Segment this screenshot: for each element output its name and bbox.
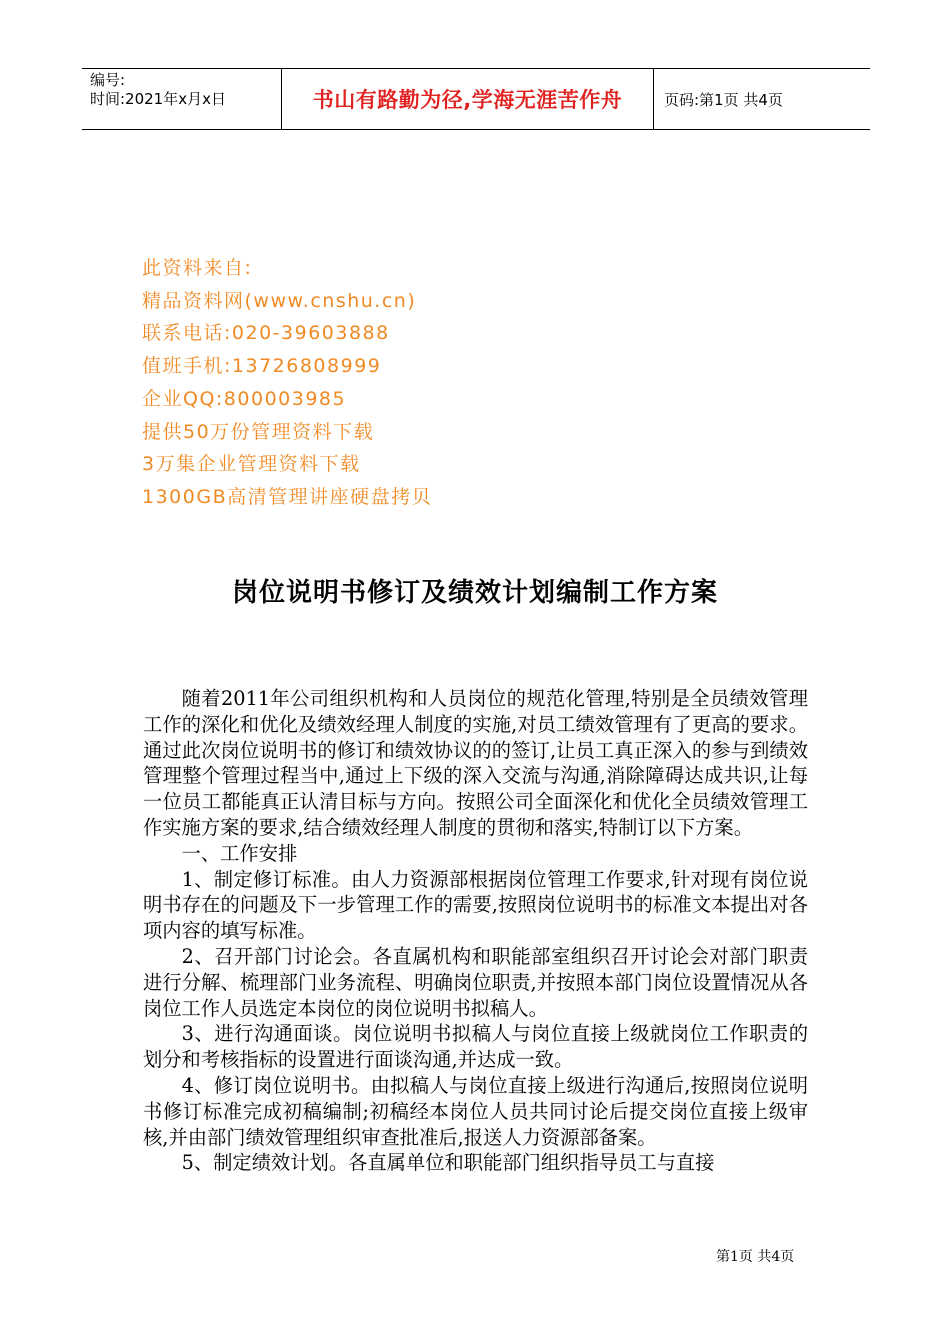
source-line: 精品资料网(www.cnshu.cn) — [142, 289, 417, 312]
body-paragraph: 1、制定修订标准。由人力资源部根据岗位管理工作要求,针对现有岗位说明书存在的问题及下一步管理工作的需要,按照岗位说明书的标准文本提出对各项内容的填写标准。 — [143, 867, 808, 943]
source-line: 1300GB高清管理讲座硬盘拷贝 — [142, 485, 433, 508]
footer-page-number: 第1页 共4页 — [716, 1249, 795, 1265]
time-label: 时间:2021年x月x日 — [90, 90, 226, 108]
source-line: 值班手机:13726808999 — [142, 355, 382, 378]
header-page-number: 页码:第1页 共4页 — [664, 90, 783, 109]
document-body — [143, 686, 808, 1176]
source-line: 提供50万份管理资料下载 — [142, 420, 375, 443]
header-motto: 书山有路勤为径,学海无涯苦作舟 — [282, 69, 654, 129]
section-heading: 一、工作安排 — [181, 841, 298, 865]
source-line: 联系电话:020-39603888 — [142, 322, 390, 345]
source-line: 此资料来自: — [142, 257, 253, 279]
document-title: 岗位说明书修订及绩效计划编制工作方案 — [231, 578, 718, 608]
source-line: 企业QQ:800003985 — [142, 387, 347, 410]
body-paragraph: 4、修订岗位说明书。由拟稿人与岗位直接上级进行沟通后,按照岗位说明书修订标准完成初稿编制;初稿经本岗位人员共同讨论后提交岗位直接上级审核,并由部门绩效管理组织审查批准后,报送人力资源部备案。 — [143, 1073, 808, 1149]
source-info — [142, 252, 432, 514]
serial-number-label: 编号: — [90, 71, 126, 89]
body-paragraph: 5、制定绩效计划。各直属单位和职能部门组织指导员工与直接 — [181, 1151, 715, 1175]
header-meta — [82, 69, 282, 129]
body-paragraph: 2、召开部门讨论会。各直属机构和职能部室组织召开讨论会对部门职责进行分解、梳理部门业务流程、明确岗位职责,并按照本部门岗位设置情况从各岗位工作人员选定本岗位的岗位说明书拟稿人。 — [143, 944, 808, 1020]
body-paragraph: 随着2011年公司组织机构和人员岗位的规范化管理,特别是全员绩效管理工作的深化和优化及绩效经理人制度的实施,对员工绩效管理有了更高的要求。通过此次岗位说明书的修订和绩效协议的的签订,让员工真正深入的参与到绩效管理整个管理过程当中,通过上下级的深入交流与沟通,消除障碍达成共识,让每一位员工都能真正认清目标与方向。按照公司全面深化和优化全员绩效管理工作实施方案的要求,结合绩效经理人制度的贯彻和落实,特制订以下方案。 — [143, 687, 808, 839]
body-paragraph: 3、进行沟通面谈。岗位说明书拟稿人与岗位直接上级就岗位工作职责的划分和考核指标的设置进行面谈沟通,并达成一致。 — [143, 1022, 808, 1072]
page-header — [82, 68, 870, 130]
source-line: 3万集企业管理资料下载 — [142, 453, 361, 476]
